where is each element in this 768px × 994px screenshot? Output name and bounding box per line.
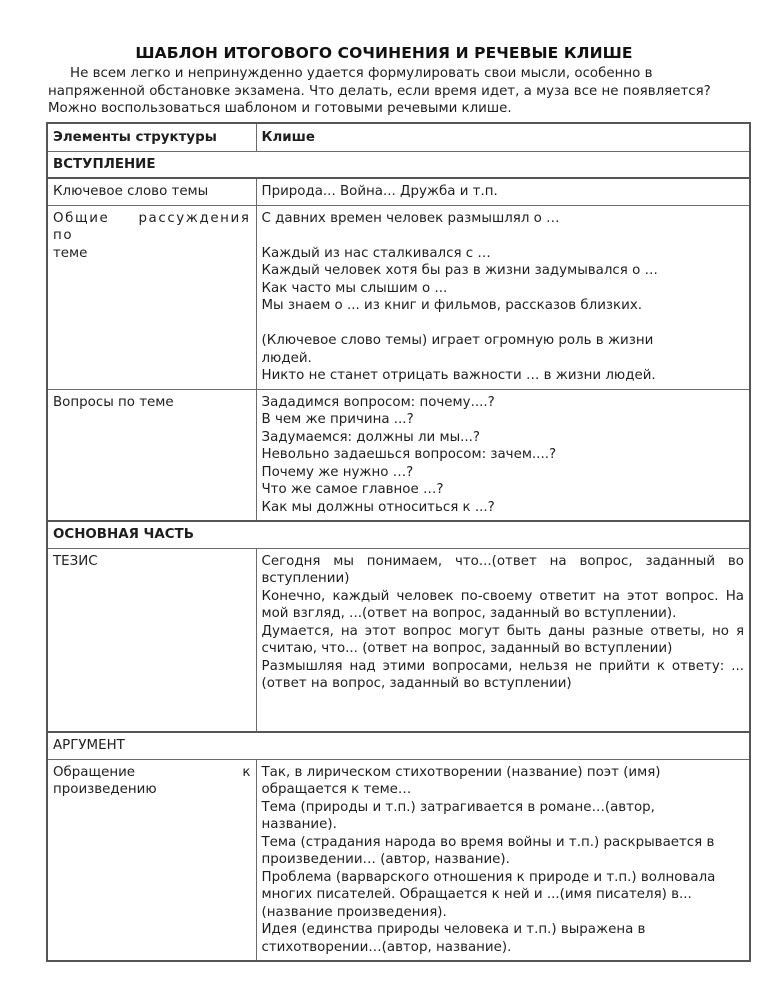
cliche-line: (Ключевое слово темы) играет огромную роль в жизни людей. <box>261 333 654 366</box>
cliche-line: Никто не станет отрицать важности … в жизни людей. <box>261 368 656 383</box>
cliche-line: Тема (страдания народа во время войны и т.п.) раскрывается в произведении… (автор, название). <box>261 834 715 867</box>
row-label-reference: Обращение к произведению <box>47 759 256 961</box>
section-row-main <box>47 521 750 548</box>
cliche-line: Конечно, каждый человек по-своему ответит на этот вопрос. На мой взгляд, ...(ответ на вопрос, заданный во вступлении). <box>261 588 744 621</box>
section-row-intro <box>47 151 750 178</box>
cliche-table <box>46 122 751 962</box>
table-header-row <box>47 123 750 151</box>
cliche-line: Как мы должны относиться к ...? <box>261 499 495 515</box>
section-title-main: ОСНОВНАЯ ЧАСТЬ <box>47 521 750 548</box>
cliche-line: Зададимся вопросом: почему....? <box>261 394 495 410</box>
row-text-reference <box>256 759 750 961</box>
cliche-line: С давних времен человек размышлял о … <box>261 210 560 226</box>
row-text-questions <box>256 389 750 521</box>
header-cliche: Клише <box>256 123 750 151</box>
table-row-general <box>47 205 750 389</box>
cliche-line: Тема (природы и т.п.) затрагивается в романе…(автор, название). <box>261 799 655 832</box>
document-title: ШАБЛОН ИТОГОВОГО СОЧИНЕНИЯ И РЕЧЕВЫЕ КЛИШЕ <box>135 44 633 62</box>
cliche-line: Так, в лирическом стихотворении (название) поэт (имя) обращается к теме… <box>261 764 661 797</box>
cliche-line: Размышляя над этими вопросами, нельзя не прийти к ответу: ...(ответ на вопрос, заданный во вступлении) <box>261 658 744 691</box>
table-row-thesis <box>47 548 750 732</box>
intro-paragraph: Не всем легко и непринужденно удается формулировать свои мысли, особенно в напряженной обстановке экзамена. Что делать, если время идет, а муза все не появляется? Можно воспользоваться шаблоном и готовыми речевыми клише. <box>48 66 711 116</box>
row-text-general <box>256 205 750 389</box>
cliche-line: Почему же нужно …? <box>261 464 414 480</box>
row-label-thesis: ТЕЗИС <box>47 548 256 732</box>
table-row-questions <box>47 389 750 521</box>
row-text-thesis <box>256 548 750 732</box>
table-row-reference <box>47 759 750 961</box>
cliche-line: Невольно задаешься вопросом: зачем....? <box>261 447 557 462</box>
row-label-general: Общие рассуждения по теме <box>47 205 256 389</box>
cliche-line: Как часто мы слышим о ... <box>261 280 448 296</box>
section-title-intro: ВСТУПЛЕНИЕ <box>47 151 750 178</box>
row-label-general-line1: Общие рассуждения по <box>53 210 251 243</box>
cliche-line: Каждый человек хотя бы раз в жизни задумывался о … <box>261 263 658 278</box>
cliche-line: Думается, на этот вопрос могут быть даны разные ответы, но я считаю, что... (ответ на вопрос, заданный во вступлении) <box>261 623 744 656</box>
section-title-argument: АРГУМЕНТ <box>47 732 750 759</box>
header-structure-elements: Элементы структуры <box>47 123 256 151</box>
section-row-argument <box>47 732 750 759</box>
cliche-line: Задумаемся: должны ли мы...? <box>261 429 481 445</box>
cliche-line: Мы знаем о ... из книг и фильмов, рассказов близких. <box>261 298 643 313</box>
cliche-line: Сегодня мы понимаем, что...(ответ на вопрос, заданный во вступлении) <box>261 553 744 586</box>
cliche-line: Каждый из нас сталкивался с … <box>261 245 491 261</box>
cliche-line: В чем же причина ...? <box>261 412 414 427</box>
cliche-line: Что же самое главное …? <box>261 482 444 497</box>
row-text-keyword: Природа... Война... Дружба и т.п. <box>256 178 750 205</box>
row-label-questions: Вопросы по теме <box>47 389 256 521</box>
row-label-keyword: Ключевое слово темы <box>47 178 256 205</box>
cliche-line: Идея (единства природы человека и т.п.) выражена в стихотворении…(автор, название). <box>261 922 646 955</box>
table-row-keyword <box>47 178 750 205</box>
cliche-line: Проблема (варварского отношения к природе и т.п.) волновала многих писателей. Обращается к ней и ...(имя писателя) в...(название произведения). <box>261 869 716 920</box>
